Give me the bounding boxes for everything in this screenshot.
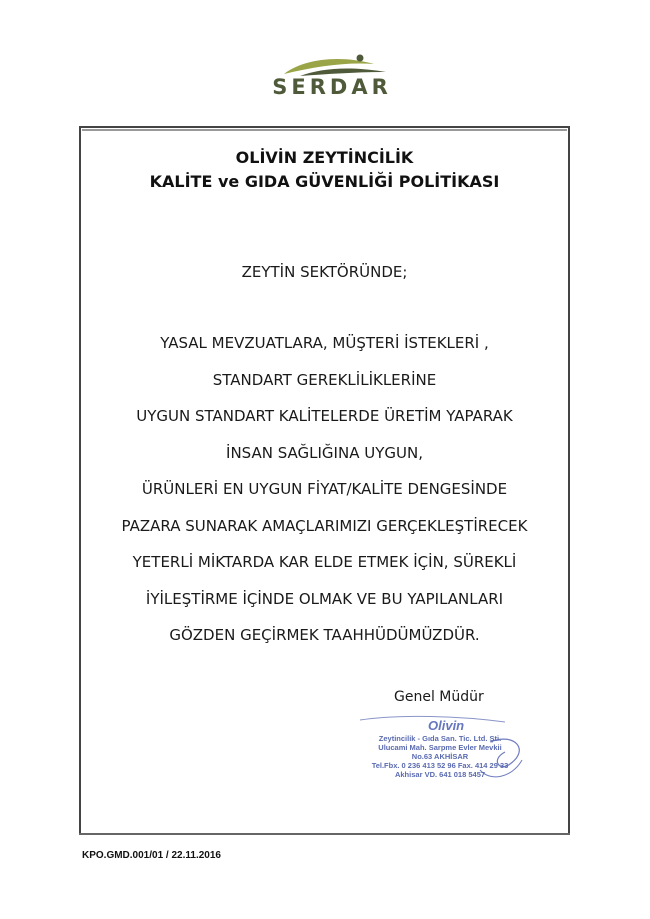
sector-heading: ZEYTİN SEKTÖRÜNDE; bbox=[241, 263, 408, 281]
serdar-logo bbox=[262, 50, 402, 100]
company-stamp bbox=[340, 712, 540, 790]
stamp-line: Akhisar VD. 641 018 5457 bbox=[394, 770, 486, 779]
policy-line: YASAL MEVZUATLARA, MÜŞTERİ İSTEKLERİ , bbox=[160, 334, 489, 352]
frame-inner-rule bbox=[82, 129, 567, 131]
stamp-line: Zeytincilik - Gıda San. Tic. Ltd. Şti. bbox=[378, 734, 502, 743]
policy-line: İYİLEŞTİRME İÇİNDE OLMAK VE BU YAPILANLARI bbox=[145, 589, 504, 608]
policy-line: UYGUN STANDART KALİTELERDE ÜRETİM YAPARAK bbox=[136, 407, 513, 425]
stamp-line: Ulucami Mah. Sarpme Evler Mevkii bbox=[378, 743, 502, 752]
policy-statement bbox=[80, 333, 569, 662]
stamp-line: Tel.Fbx. 0 236 413 52 96 Fax. 414 29 33 bbox=[371, 761, 509, 770]
stamp-line: No.63 AKHİSAR bbox=[411, 752, 469, 761]
policy-line: ÜRÜNLERİ EN UYGUN FİYAT/KALİTE DENGESİNDE bbox=[141, 480, 508, 498]
frame-bottom-rule bbox=[79, 833, 570, 835]
stamp-brand: Olivin bbox=[428, 718, 465, 733]
policy-line: STANDART GEREKLİLİKLERİNE bbox=[212, 370, 437, 389]
document-code: KPO.GMD.001/01 / 22.11.2016 bbox=[82, 850, 221, 861]
policy-title: KALİTE ve GIDA GÜVENLİĞİ POLİTİKASI bbox=[149, 172, 500, 191]
policy-line: GÖZDEN GEÇİRMEK TAAHHÜDÜMÜZDÜR. bbox=[169, 626, 480, 644]
policy-line: YETERLİ MİKTARDA KAR ELDE ETMEK İÇİN, SÜREKLİ bbox=[132, 553, 517, 571]
policy-line: İNSAN SAĞLIĞINA UYGUN, bbox=[226, 443, 423, 462]
company-title: OLİVİN ZEYTİNCİLİK bbox=[235, 148, 414, 167]
signer-title: Genel Müdür bbox=[394, 689, 484, 705]
logo-wordmark: SERDAR bbox=[272, 75, 392, 99]
policy-line: PAZARA SUNARAK AMAÇLARIMIZI GERÇEKLEŞTİRECEK bbox=[121, 516, 528, 535]
